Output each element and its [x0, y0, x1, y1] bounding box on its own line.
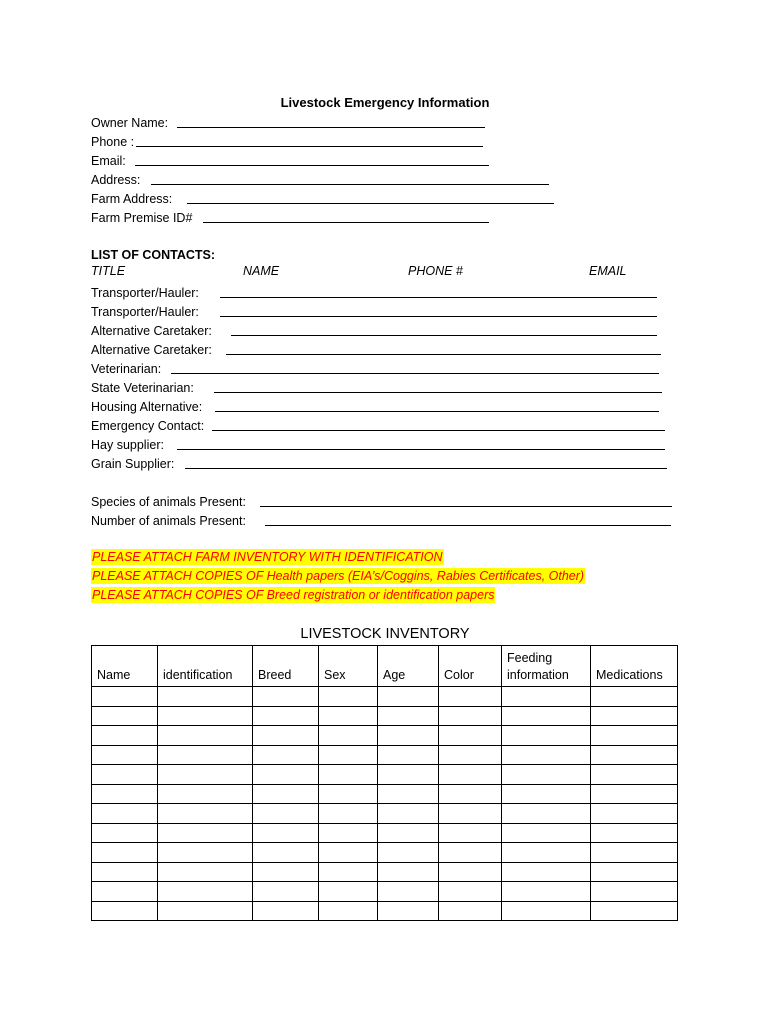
- contact-label: Hay supplier:: [91, 438, 164, 452]
- inventory-row: [92, 862, 678, 882]
- inventory-row: [92, 901, 678, 921]
- inventory-cell[interactable]: [502, 843, 591, 863]
- contact-label: Emergency Contact:: [91, 419, 205, 433]
- contact-line[interactable]: [185, 468, 667, 469]
- inventory-cell[interactable]: [158, 726, 253, 746]
- col-header-breed: Breed: [253, 646, 319, 687]
- inventory-cell[interactable]: [92, 862, 158, 882]
- notice-health-papers: PLEASE ATTACH COPIES OF Health papers (EIA’s/Coggins, Rabies Certificates, Other): [92, 569, 585, 583]
- col-header-name: Name: [92, 646, 158, 687]
- inventory-cell[interactable]: [92, 882, 158, 902]
- inventory-cell[interactable]: [253, 784, 319, 804]
- inventory-cell[interactable]: [158, 784, 253, 804]
- inventory-cell[interactable]: [253, 901, 319, 921]
- email-field[interactable]: [91, 152, 491, 170]
- inventory-cell[interactable]: [158, 882, 253, 902]
- contact-row-emergency-contact[interactable]: [91, 417, 671, 435]
- inventory-row: [92, 804, 678, 824]
- contact-label: Veterinarian:: [91, 362, 162, 376]
- inventory-cell[interactable]: [319, 687, 378, 707]
- inventory-cell[interactable]: [378, 745, 439, 765]
- inventory-cell[interactable]: [591, 823, 678, 843]
- inventory-cell[interactable]: [502, 687, 591, 707]
- inventory-cell[interactable]: [253, 745, 319, 765]
- col-header-color: Color: [439, 646, 502, 687]
- farm-address-label: Farm Address:: [91, 192, 173, 206]
- inventory-cell[interactable]: [158, 745, 253, 765]
- number-of-animals-label: Number of animals Present:: [91, 514, 246, 528]
- inventory-cell[interactable]: [253, 882, 319, 902]
- inventory-cell[interactable]: [439, 706, 502, 726]
- inventory-cell[interactable]: [439, 823, 502, 843]
- contact-row-state-veterinarian[interactable]: [91, 379, 666, 397]
- contact-label: Alternative Caretaker:: [91, 324, 212, 338]
- inventory-cell[interactable]: [591, 784, 678, 804]
- inventory-cell[interactable]: [591, 862, 678, 882]
- contact-line[interactable]: [220, 316, 657, 317]
- inventory-row: [92, 843, 678, 863]
- inventory-cell[interactable]: [319, 706, 378, 726]
- inventory-cell[interactable]: [319, 804, 378, 824]
- inventory-cell[interactable]: [158, 765, 253, 785]
- inventory-cell[interactable]: [92, 843, 158, 863]
- number-of-animals-line[interactable]: [265, 525, 671, 526]
- inventory-cell[interactable]: [158, 823, 253, 843]
- inventory-cell[interactable]: [319, 882, 378, 902]
- inventory-row: [92, 726, 678, 746]
- inventory-cell[interactable]: [378, 784, 439, 804]
- contact-row-grain-supplier[interactable]: [91, 455, 671, 473]
- inventory-header-row: [92, 646, 678, 687]
- col-header-age: Age: [378, 646, 439, 687]
- contacts-col-name: NAME: [243, 264, 280, 278]
- inventory-row: [92, 706, 678, 726]
- inventory-cell[interactable]: [502, 745, 591, 765]
- inventory-cell[interactable]: [502, 862, 591, 882]
- phone-label: Phone :: [91, 135, 135, 149]
- inventory-cell[interactable]: [92, 823, 158, 843]
- col-header-medications: Medications: [591, 646, 678, 687]
- inventory-row: [92, 765, 678, 785]
- inventory-row: [92, 784, 678, 804]
- contact-line[interactable]: [215, 411, 659, 412]
- inventory-cell[interactable]: [158, 843, 253, 863]
- inventory-row: [92, 745, 678, 765]
- inventory-cell[interactable]: [319, 765, 378, 785]
- inventory-row: [92, 687, 678, 707]
- contacts-col-phone: PHONE #: [408, 264, 463, 278]
- inventory-cell[interactable]: [158, 862, 253, 882]
- inventory-cell[interactable]: [502, 823, 591, 843]
- inventory-cell[interactable]: [378, 843, 439, 863]
- inventory-cell[interactable]: [378, 901, 439, 921]
- inventory-cell[interactable]: [319, 862, 378, 882]
- inventory-cell[interactable]: [378, 706, 439, 726]
- contact-row-hay-supplier[interactable]: [91, 436, 671, 454]
- inventory-cell[interactable]: [439, 726, 502, 746]
- contact-line[interactable]: [214, 392, 662, 393]
- inventory-cell[interactable]: [253, 726, 319, 746]
- contact-label: State Veterinarian:: [91, 381, 194, 395]
- inventory-cell[interactable]: [378, 882, 439, 902]
- contact-label: Grain Supplier:: [91, 457, 175, 471]
- contact-line[interactable]: [220, 297, 657, 298]
- inventory-cell[interactable]: [378, 804, 439, 824]
- inventory-cell[interactable]: [158, 901, 253, 921]
- contacts-col-email: EMAIL: [589, 264, 627, 278]
- inventory-cell[interactable]: [253, 804, 319, 824]
- page-title: Livestock Emergency Information: [280, 95, 490, 110]
- farm-address-line[interactable]: [187, 203, 554, 204]
- contact-row-caretaker-2[interactable]: [91, 341, 666, 359]
- inventory-cell[interactable]: [439, 784, 502, 804]
- inventory-cell[interactable]: [92, 745, 158, 765]
- inventory-cell[interactable]: [253, 706, 319, 726]
- inventory-cell[interactable]: [439, 882, 502, 902]
- number-of-animals-field[interactable]: [91, 512, 676, 530]
- address-label: Address:: [91, 173, 141, 187]
- contact-row-transporter-2[interactable]: [91, 303, 661, 321]
- inventory-cell[interactable]: [591, 706, 678, 726]
- farm-premise-id-label: Farm Premise ID#: [91, 211, 193, 225]
- inventory-cell[interactable]: [591, 745, 678, 765]
- inventory-cell[interactable]: [591, 765, 678, 785]
- notice-farm-inventory: PLEASE ATTACH FARM INVENTORY WITH IDENTIFICATION: [92, 550, 443, 564]
- farm-premise-id-line[interactable]: [203, 222, 489, 223]
- inventory-cell[interactable]: [92, 765, 158, 785]
- email-label: Email:: [91, 154, 126, 168]
- inventory-cell[interactable]: [502, 804, 591, 824]
- inventory-cell[interactable]: [591, 843, 678, 863]
- inventory-cell[interactable]: [591, 882, 678, 902]
- inventory-cell[interactable]: [378, 862, 439, 882]
- inventory-cell[interactable]: [502, 765, 591, 785]
- species-field[interactable]: [91, 493, 676, 511]
- species-line[interactable]: [260, 506, 672, 507]
- owner-name-line[interactable]: [177, 127, 485, 128]
- inventory-cell[interactable]: [319, 784, 378, 804]
- inventory-table: [91, 645, 678, 921]
- inventory-cell[interactable]: [439, 765, 502, 785]
- inventory-cell[interactable]: [439, 687, 502, 707]
- inventory-cell[interactable]: [591, 804, 678, 824]
- contact-line[interactable]: [231, 335, 657, 336]
- inventory-cell[interactable]: [319, 745, 378, 765]
- inventory-cell[interactable]: [92, 804, 158, 824]
- inventory-cell[interactable]: [502, 901, 591, 921]
- phone-line[interactable]: [136, 146, 483, 147]
- contacts-heading: LIST OF CONTACTS:: [91, 248, 216, 262]
- inventory-cell[interactable]: [439, 804, 502, 824]
- inventory-cell[interactable]: [439, 843, 502, 863]
- inventory-cell[interactable]: [319, 726, 378, 746]
- contact-row-veterinarian[interactable]: [91, 360, 666, 378]
- inventory-row: [92, 882, 678, 902]
- email-line[interactable]: [135, 165, 489, 166]
- inventory-cell[interactable]: [319, 843, 378, 863]
- inventory-cell[interactable]: [502, 706, 591, 726]
- contact-line[interactable]: [177, 449, 665, 450]
- address-field[interactable]: [91, 171, 551, 189]
- contact-line[interactable]: [226, 354, 661, 355]
- farm-address-field[interactable]: [91, 190, 556, 208]
- inventory-cell[interactable]: [253, 823, 319, 843]
- inventory-cell[interactable]: [378, 687, 439, 707]
- inventory-cell[interactable]: [253, 765, 319, 785]
- inventory-cell[interactable]: [591, 901, 678, 921]
- inventory-cell[interactable]: [378, 765, 439, 785]
- contact-line[interactable]: [171, 373, 659, 374]
- inventory-cell[interactable]: [158, 706, 253, 726]
- contact-label: Transporter/Hauler:: [91, 286, 199, 300]
- contact-label: Alternative Caretaker:: [91, 343, 212, 357]
- contact-label: Housing Alternative:: [91, 400, 203, 414]
- contact-row-caretaker-1[interactable]: [91, 322, 661, 340]
- inventory-cell[interactable]: [253, 687, 319, 707]
- inventory-cell[interactable]: [92, 901, 158, 921]
- inventory-cell[interactable]: [378, 726, 439, 746]
- col-header-feeding-information: Feeding information: [502, 646, 591, 687]
- inventory-cell[interactable]: [591, 687, 678, 707]
- inventory-cell[interactable]: [92, 784, 158, 804]
- inventory-cell[interactable]: [158, 687, 253, 707]
- inventory-cell[interactable]: [92, 687, 158, 707]
- farm-premise-id-field[interactable]: [91, 209, 491, 227]
- inventory-cell[interactable]: [158, 804, 253, 824]
- address-line[interactable]: [151, 184, 549, 185]
- inventory-cell[interactable]: [502, 726, 591, 746]
- contact-row-transporter-1[interactable]: [91, 284, 661, 302]
- contact-line[interactable]: [212, 430, 665, 431]
- phone-field[interactable]: [91, 133, 491, 151]
- inventory-cell[interactable]: [591, 726, 678, 746]
- contacts-col-title: TITLE: [91, 264, 126, 278]
- inventory-cell[interactable]: [253, 862, 319, 882]
- species-label: Species of animals Present:: [91, 495, 246, 509]
- inventory-title: LIVESTOCK INVENTORY: [300, 626, 470, 642]
- col-header-sex: Sex: [319, 646, 378, 687]
- owner-name-field[interactable]: [91, 114, 491, 132]
- inventory-cell[interactable]: [253, 843, 319, 863]
- col-header-identification: identification: [158, 646, 253, 687]
- inventory-cell[interactable]: [439, 862, 502, 882]
- inventory-cell[interactable]: [319, 823, 378, 843]
- inventory-row: [92, 823, 678, 843]
- contact-label: Transporter/Hauler:: [91, 305, 199, 319]
- inventory-cell[interactable]: [439, 901, 502, 921]
- inventory-cell[interactable]: [502, 882, 591, 902]
- contact-row-housing-alternative[interactable]: [91, 398, 666, 416]
- inventory-cell[interactable]: [92, 706, 158, 726]
- inventory-cell[interactable]: [319, 901, 378, 921]
- inventory-cell[interactable]: [378, 823, 439, 843]
- inventory-cell[interactable]: [502, 784, 591, 804]
- notice-breed-registration: PLEASE ATTACH COPIES OF Breed registration or identification papers: [92, 588, 495, 602]
- owner-name-label: Owner Name:: [91, 116, 169, 130]
- inventory-cell[interactable]: [439, 745, 502, 765]
- inventory-cell[interactable]: [92, 726, 158, 746]
